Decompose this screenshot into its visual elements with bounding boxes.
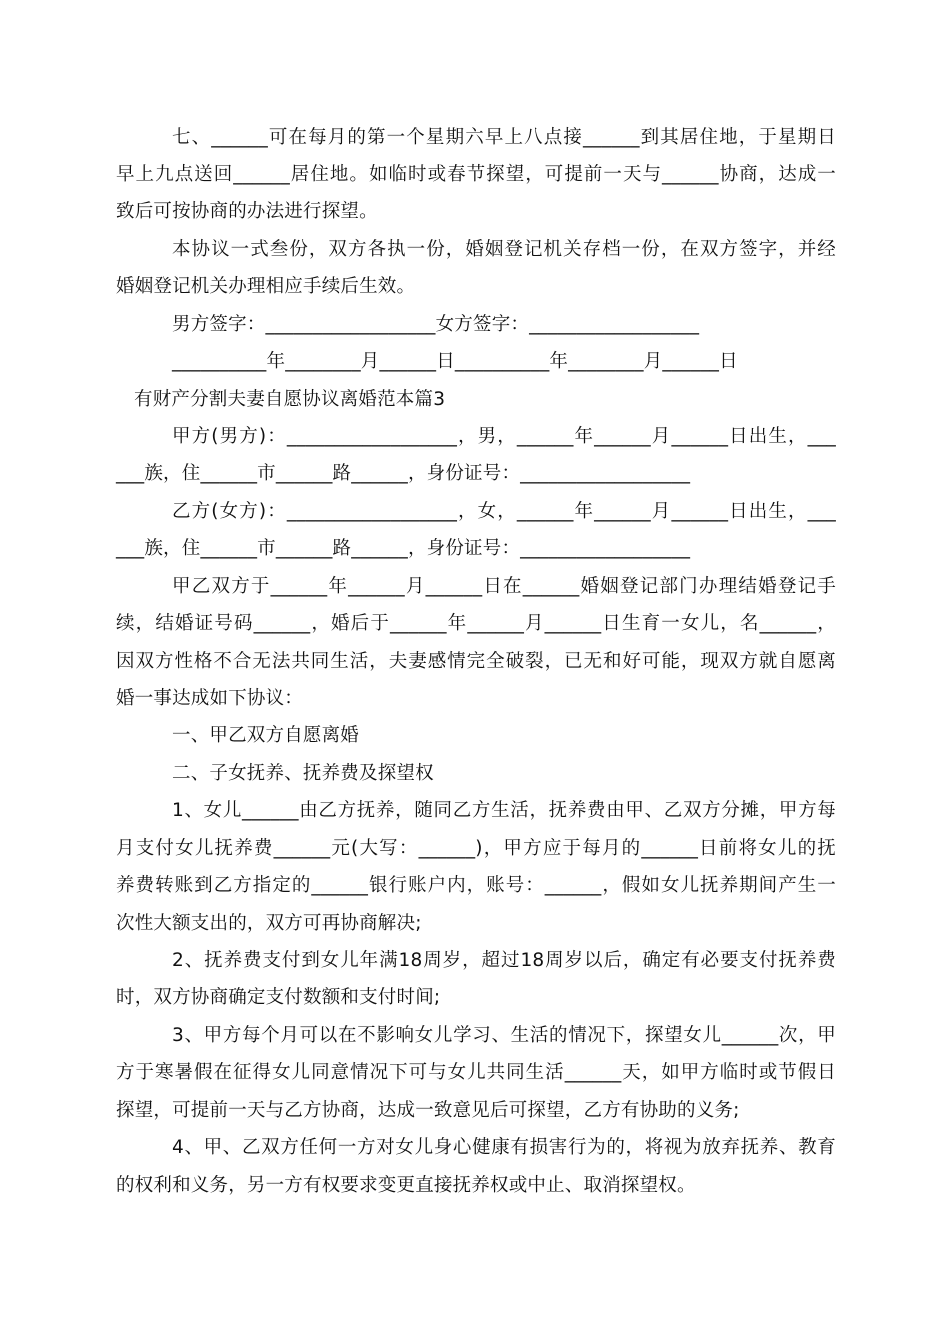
paragraph-line: 致后可按协商的办法进行探望。 (116, 201, 378, 222)
paragraph-line: 1、女儿______由乙方抚养，随同乙方生活，抚养费由甲、乙双方分摊，甲方每 (172, 800, 836, 821)
paragraph-line: 婚姻登记机关办理相应手续后生效。 (116, 276, 416, 297)
paragraph-line: 时，双方协商确定支付数额和支付时间; (116, 987, 441, 1008)
date-line: __________年________月______日__________年________月______日 (172, 351, 738, 372)
paragraph-line: 次性大额支出的，双方可再协商解决; (116, 913, 422, 934)
paragraph-line: 4、甲、乙双方任何一方对女儿身心健康有损害行为的，将视为放弃抚养、教育 (172, 1137, 836, 1158)
paragraph-line: 月支付女儿抚养费______元(大写：______)，甲方应于每月的______日前将女儿的抚 (116, 838, 836, 859)
paragraph-line: 本协议一式叁份，双方各执一份，婚姻登记机关存档一份，在双方签字，并经 (172, 239, 836, 260)
paragraph-line: 的权利和义务，另一方有权要求变更直接抚养权或中止、取消探望权。 (116, 1175, 696, 1196)
section-heading: 一、甲乙双方自愿离婚 (172, 725, 360, 746)
paragraph-line: 甲方(男方)：__________________，男，______年______月______日出生，___ (172, 426, 836, 447)
paragraph-line: 方于寒暑假在征得女儿同意情况下可与女儿共同生活______天，如甲方临时或节假日 (116, 1062, 836, 1083)
paragraph-line: 养费转账到乙方指定的______银行账户内，账号：______，假如女儿抚养期间产生一 (116, 875, 836, 896)
paragraph-line: 甲乙双方于______年______月______日在______婚姻登记部门办理结婚登记手 (172, 576, 836, 597)
section-heading: 二、子女抚养、抚养费及探望权 (172, 763, 434, 784)
paragraph-line: 七、______可在每月的第一个星期六早上八点接______到其居住地，于星期日 (172, 127, 836, 148)
paragraph-line: 早上九点送回______居住地。如临时或春节探望，可提前一天与______协商，达成一 (116, 164, 836, 185)
signature-line: 男方签字：__________________女方签字：__________________ (172, 314, 700, 335)
paragraph-line: ___族，住______市______路______，身份证号：__________________ (116, 463, 691, 484)
paragraph-line: 乙方(女方)：__________________，女，______年______月______日出生，___ (172, 501, 836, 522)
paragraph-line: 续，结婚证号码______，婚后于______年______月______日生育一女儿，名______， (116, 613, 836, 634)
paragraph-line: 2、抚养费支付到女儿年满18周岁，超过18周岁以后，确定有必要支付抚养费 (172, 950, 836, 971)
paragraph-line: 婚一事达成如下协议： (116, 688, 304, 709)
paragraph-line: 3、甲方每个月可以在不影响女儿学习、生活的情况下，探望女儿______次，甲 (172, 1025, 836, 1046)
paragraph-line: ___族，住______市______路______，身份证号：__________________ (116, 538, 691, 559)
paragraph-line: 探望，可提前一天与乙方协商，达成一致意见后可探望，乙方有协助的义务; (116, 1100, 740, 1121)
paragraph-line: 因双方性格不合无法共同生活，夫妻感情完全破裂，已无和好可能，现双方就自愿离 (116, 651, 836, 672)
section-title: 有财产分割夫妻自愿协议离婚范本篇3 (134, 389, 446, 410)
